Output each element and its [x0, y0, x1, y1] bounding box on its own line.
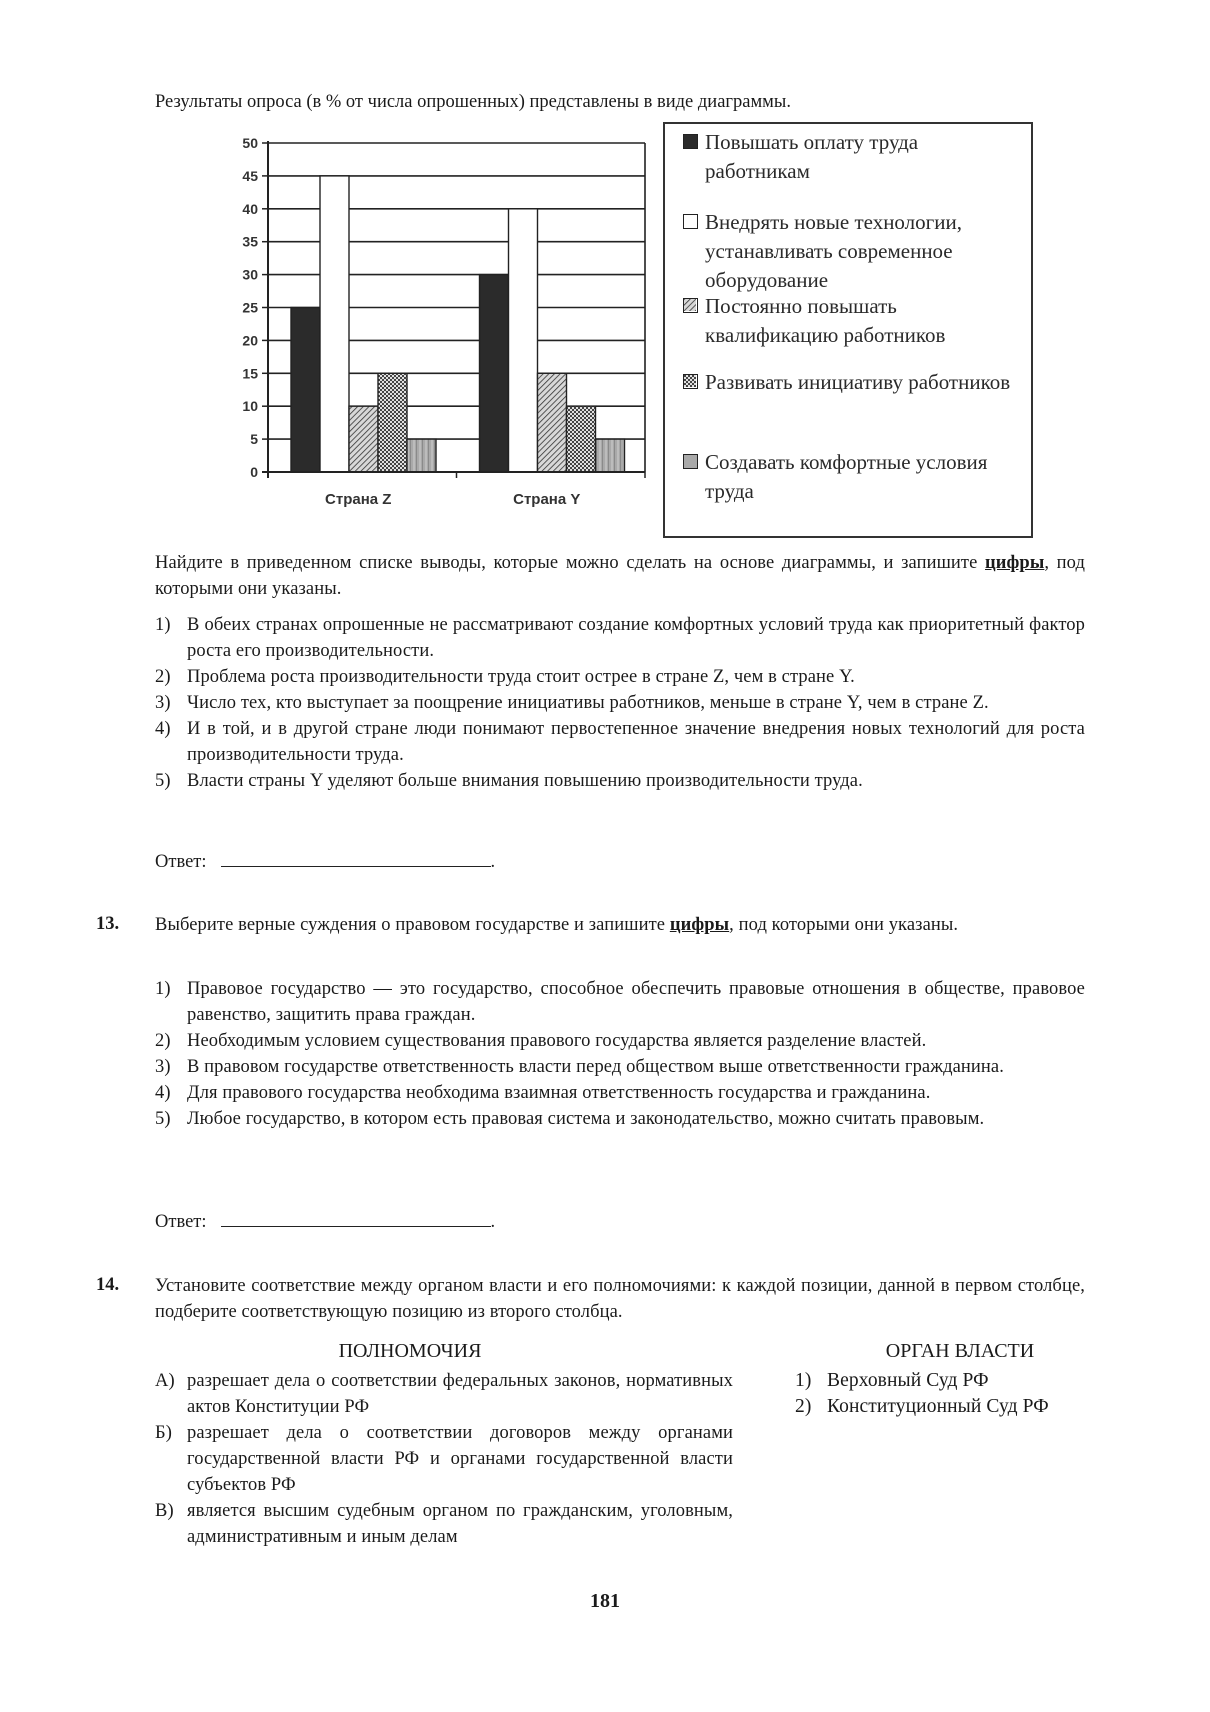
legend-swatch-solid-dark: [683, 134, 698, 149]
q14-instruction: Установите соответствие между органом власти и его полномочиями: к каждой позиции, данной в первом столбце, подберите соответствующую позицию из второго столбца.: [155, 1276, 1085, 1322]
q13-instruction-emphasis: цифры: [669, 915, 730, 935]
legend-item-qualification: Постоянно повышать квалификацию работников: [683, 292, 1028, 350]
q13-option-5: 5) Любое государство, в котором есть правовая система и законодательство, можно считать правовым.: [155, 1109, 985, 1129]
q14-power-v: В) является высшим судебным органом по гражданским, уголовным, административным и иным делам: [155, 1501, 733, 1547]
x-category-label: Страна Y: [513, 491, 581, 508]
q13-options-list: [155, 976, 1085, 1132]
bar-z-series-3: [349, 406, 378, 472]
legend-item-initiative: Развивать инициативу работников: [683, 368, 1028, 397]
q12-option-1: 1) В обеих странах опрошенные не рассматривают создание комфортных условий труда как приоритетный фактор роста его производительности.: [155, 615, 1085, 661]
bar-y-series-4: [567, 406, 596, 472]
q12-instruction-emphasis: цифры: [985, 553, 1045, 573]
q14-right-header: ОРГАН ВЛАСТИ: [885, 1340, 1035, 1362]
q13-answer-row: Ответ: .: [155, 1208, 495, 1233]
bar-y-series-5: [596, 439, 625, 472]
y-tick-label: 35: [242, 233, 258, 250]
y-tick-label: 40: [242, 200, 258, 217]
q12-instruction: Найдите в приведенном списке выводы, которые можно сделать на основе диаграммы, и запишите цифры, под которыми они указаны.: [155, 553, 1086, 599]
q12-answer-field[interactable]: [221, 848, 491, 867]
page-number: 181: [590, 1590, 620, 1612]
bar-chart: [220, 125, 660, 515]
chart-legend: [663, 122, 1033, 538]
q14-body-1: 1) Верховный Суд РФ: [795, 1370, 989, 1391]
q13-answer-label: Ответ:: [155, 1212, 207, 1232]
q13-instruction: Выберите верные суждения о правовом государстве и запишите цифры, под которыми они указаны.: [155, 915, 959, 935]
q14-power-a: А) разрешает дела о соответствии федеральных законов, нормативных актов Конституции РФ: [155, 1371, 733, 1417]
bars: [291, 176, 625, 472]
legend-item-comfort: Создавать комфортные условия труда: [683, 448, 1028, 506]
chart-intro-text: Результаты опроса (в % от числа опрошенных) представлены в виде диаграммы.: [155, 92, 791, 112]
bar-z-series-1: [291, 308, 320, 473]
bar-y-series-3: [538, 373, 567, 472]
y-tick-label: 50: [242, 135, 258, 151]
legend-item-tech: Внедрять новые технологии, устанавливать современное оборудование: [683, 208, 1028, 295]
legend-swatch-diagonal: [683, 298, 698, 313]
bar-z-series-5: [407, 439, 436, 472]
q13-option-2: 2) Необходимым условием существования правового государства является разделение властей.: [155, 1031, 927, 1051]
y-tick-label: 10: [242, 398, 258, 415]
q14-power-b: Б) разрешает дела о соответствии договоров между органами государственной власти РФ и органами государственной власти субъектов РФ: [155, 1423, 733, 1495]
legend-swatch-white: [683, 214, 698, 229]
bar-z-series-2: [320, 176, 349, 472]
q13-option-4: 4) Для правового государства необходима взаимная ответственность государства и гражданина.: [155, 1083, 931, 1103]
q12-options-list: [155, 612, 1085, 794]
legend-swatch-light-gray: [683, 454, 698, 469]
y-tick-label: 25: [242, 299, 258, 316]
y-tick-label: 45: [242, 167, 258, 184]
q12-option-5: 5) Власти страны Y уделяют больше внимания повышению производительности труда.: [155, 771, 863, 791]
bar-z-series-4: [378, 373, 407, 472]
q12-option-4: 4) И в той, и в другой стране люди понимают первостепенное значение внедрения новых технологий для роста производительности труда.: [155, 719, 1085, 765]
q13-option-1: 1) Правовое государство — это государство, способное обеспечить правовые отношения в обществе, правовое равенство, защитить права граждан.: [155, 979, 1085, 1025]
q13-answer-field[interactable]: [221, 1208, 491, 1227]
q12-option-3: 3) Число тех, кто выступает за поощрение инициативы работников, меньше в стране Y, чем в стране Z.: [155, 693, 989, 713]
q12-answer-row: Ответ: .: [155, 848, 495, 873]
y-tick-label: 20: [242, 332, 258, 349]
bar-y-series-2: [509, 209, 538, 472]
y-tick-label: 5: [250, 431, 258, 448]
q12-option-2: 2) Проблема роста производительности труда стоит острее в стране Z, чем в стране Y.: [155, 667, 855, 687]
y-tick-label: 30: [242, 266, 258, 283]
legend-item-pay: Повышать оплату труда работникам: [683, 128, 1028, 186]
q13-number: 13.: [96, 914, 120, 934]
q13-option-3: 3) В правовом государстве ответственность власти перед обществом выше ответственности гражданина.: [155, 1057, 1004, 1077]
q14-bodies-list: [795, 1368, 1095, 1420]
x-category-label: Страна Z: [325, 491, 392, 508]
y-tick-label: 15: [242, 365, 258, 382]
q14-body-2: 2) Конституционный Суд РФ: [795, 1396, 1049, 1417]
legend-swatch-checker: [683, 374, 698, 389]
q14-number: 14.: [96, 1275, 120, 1295]
q14-left-header: ПОЛНОМОЧИЯ: [338, 1340, 482, 1362]
q14-powers-list: [155, 1368, 733, 1550]
y-tick-label: 0: [250, 464, 258, 480]
bar-y-series-1: [480, 275, 509, 472]
q12-answer-label: Ответ:: [155, 852, 207, 872]
